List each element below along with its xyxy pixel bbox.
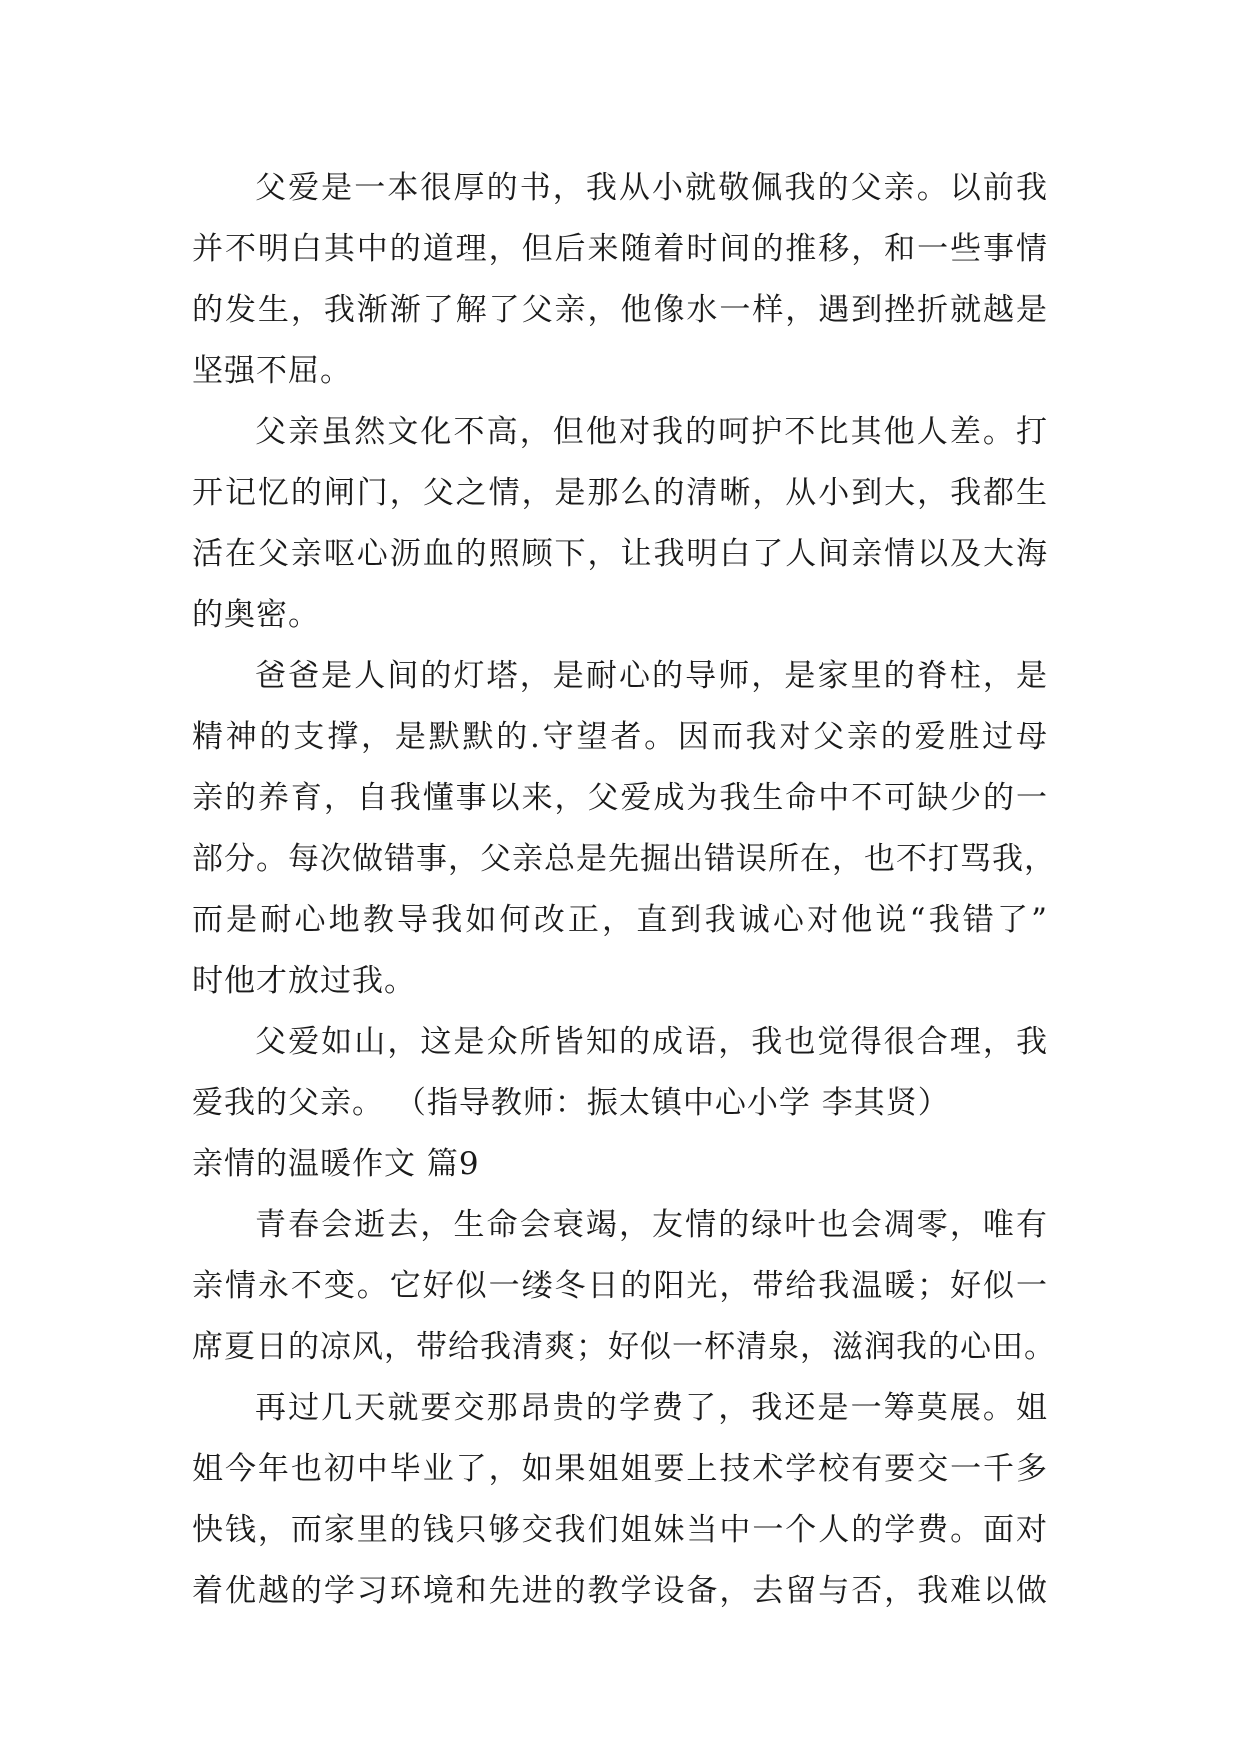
section-heading: 亲情的温暖作文 篇9 xyxy=(192,1146,480,1182)
text-line: 青春会逝去，生命会衰竭，友情的绿叶也会凋零，唯有 xyxy=(255,1207,1048,1243)
text-line: 并不明白其中的道理，但后来随着时间的推移，和一些事情 xyxy=(192,231,1048,267)
paragraph xyxy=(192,1195,1056,1378)
text-line: 坚强不屈。 xyxy=(192,353,352,389)
text-line: 精神的支撑，是默默的.守望者。因而我对父亲的爱胜过母 xyxy=(192,719,1048,755)
text-line: 父亲虽然文化不高，但他对我的呵护不比其他人差。打 xyxy=(255,414,1048,450)
text-line: 亲的养育，自我懂事以来，父爱成为我生命中不可缺少的一 xyxy=(192,780,1048,816)
text-line: 爱我的父亲。 （指导教师：振太镇中心小学 李其贤） xyxy=(192,1085,950,1121)
text-line: 再过几天就要交那昂贵的学费了，我还是一筹莫展。姐 xyxy=(255,1390,1048,1426)
text-line: 父爱是一本很厚的书，我从小就敬佩我的父亲。以前我 xyxy=(255,170,1048,206)
paragraph xyxy=(192,646,1056,1012)
document-page xyxy=(192,158,1056,1622)
text-line: 父爱如山，这是众所皆知的成语，我也觉得很合理，我 xyxy=(255,1024,1048,1060)
text-line: 姐今年也初中毕业了，如果姐姐要上技术学校有要交一千多 xyxy=(192,1451,1048,1487)
text-line: 着优越的学习环境和先进的教学设备，去留与否，我难以做 xyxy=(192,1573,1048,1609)
text-line: 部分。每次做错事，父亲总是先掘出错误所在，也不打骂我， xyxy=(192,841,1056,877)
text-line: 开记忆的闸门，父之情，是那么的清晰，从小到大，我都生 xyxy=(192,475,1048,511)
text-line: 的奥密。 xyxy=(192,597,320,633)
paragraph xyxy=(192,158,1048,402)
text-line: 时他才放过我。 xyxy=(192,963,416,999)
text-line: 而是耐心地教导我如何改正，直到我诚心对他说“我错了” xyxy=(192,902,1048,938)
text-line: 席夏日的凉风，带给我清爽；好似一杯清泉，滋润我的心田。 xyxy=(192,1329,1056,1365)
text-line: 的发生，我渐渐了解了父亲，他像水一样，遇到挫折就越是 xyxy=(192,292,1048,328)
paragraph xyxy=(192,402,1048,646)
text-line: 爸爸是人间的灯塔，是耐心的导师，是家里的脊柱，是 xyxy=(255,658,1048,694)
text-line: 亲情永不变。它好似一缕冬日的阳光，带给我温暖；好似一 xyxy=(192,1268,1048,1304)
paragraph xyxy=(192,1378,1048,1622)
text-line: 快钱，而家里的钱只够交我们姐妹当中一个人的学费。面对 xyxy=(192,1512,1048,1548)
text-line: 活在父亲呕心沥血的照顾下，让我明白了人间亲情以及大海 xyxy=(192,536,1048,572)
paragraph xyxy=(192,1012,1048,1134)
